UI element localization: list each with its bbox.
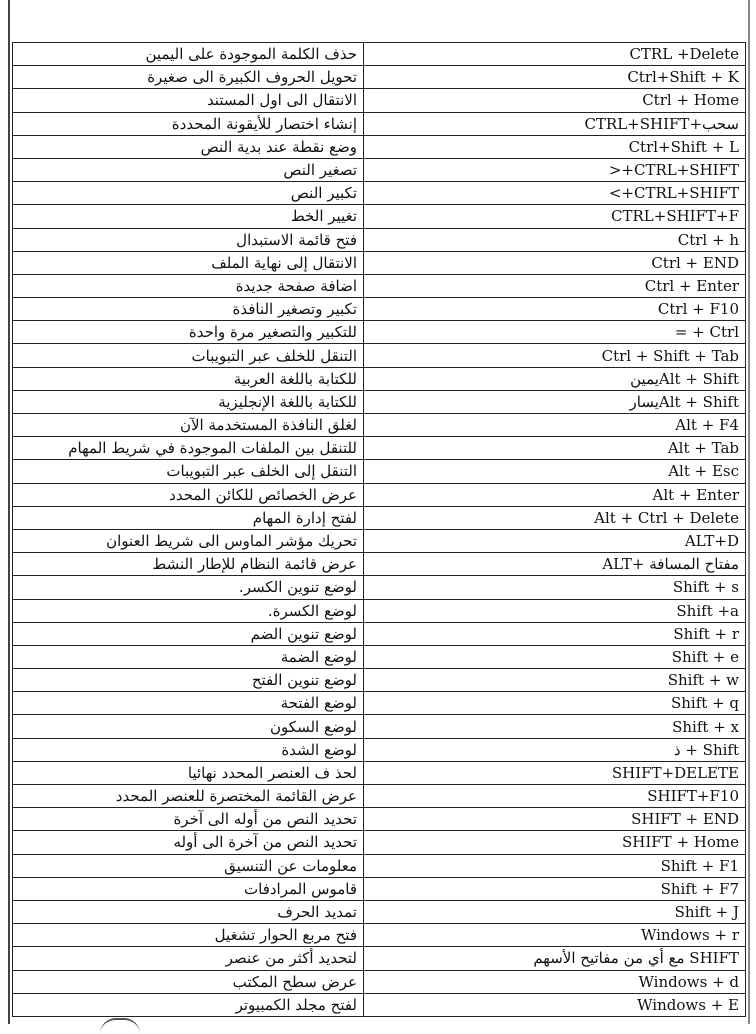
page-top-margin xyxy=(0,0,756,40)
shortcut-description: لوضع الشدة xyxy=(13,738,364,761)
table-row xyxy=(13,390,746,413)
table-row xyxy=(13,831,746,854)
shortcut-keys: Ctrl+Shift + L xyxy=(364,135,746,158)
shortcut-keys: Shift +a xyxy=(364,599,746,622)
table-row xyxy=(13,993,746,1016)
shortcut-keys: Shift + s xyxy=(364,576,746,599)
shortcut-keys: SHIFT + Home xyxy=(364,831,746,854)
table-row xyxy=(13,947,746,970)
shortcut-description: لوضع تنوين الفتح xyxy=(13,669,364,692)
shortcut-description: لوضع تنوين الكسر. xyxy=(13,576,364,599)
shortcut-keys: CTRL +Delete xyxy=(364,43,746,66)
table-row xyxy=(13,414,746,437)
shortcut-keys: Alt + Shiftيسار xyxy=(364,390,746,413)
shortcut-description: تحريك مؤشر الماوس الى شريط العنوان xyxy=(13,529,364,552)
shortcut-description: لوضع الضمة xyxy=(13,645,364,668)
shortcut-keys: Ctrl+Shift + K xyxy=(364,66,746,89)
scan-edge-right xyxy=(748,0,750,1024)
shortcut-description: لوضع الفتحة xyxy=(13,692,364,715)
table-row xyxy=(13,228,746,251)
table-row xyxy=(13,529,746,552)
shortcut-description: تحويل الحروف الكبيرة الى صغيرة xyxy=(13,66,364,89)
shortcut-keys: CTRL+SHIFT+< xyxy=(364,158,746,181)
table-row xyxy=(13,553,746,576)
shortcut-description: التنقل للخلف عبر التبويبات xyxy=(13,344,364,367)
shortcut-keys: SHIFT + END xyxy=(364,808,746,831)
shortcut-keys: Ctrl + = xyxy=(364,321,746,344)
shortcut-description: اضافة صفحة جديدة xyxy=(13,274,364,297)
table-row xyxy=(13,924,746,947)
shortcut-description: تكبير وتصغير النافذة xyxy=(13,298,364,321)
shortcut-description: وضع نقطة عند بدية النص xyxy=(13,135,364,158)
shortcut-description: حذف الكلمة الموجودة على اليمين xyxy=(13,43,364,66)
table-row xyxy=(13,205,746,228)
shortcut-description: لحذ ف العنصر المحدد نهائيا xyxy=(13,761,364,784)
shortcut-keys: Ctrl + Home xyxy=(364,89,746,112)
table-row xyxy=(13,321,746,344)
table-row xyxy=(13,854,746,877)
shortcut-description: لوضع الكسرة. xyxy=(13,599,364,622)
shortcut-description: عرض الخصائص للكائن المحدد xyxy=(13,483,364,506)
shortcut-description: للتكبير والتصغير مرة واحدة xyxy=(13,321,364,344)
shortcut-keys: SHIFT+DELETE xyxy=(364,761,746,784)
shortcut-keys: Ctrl + END xyxy=(364,251,746,274)
shortcut-description: لتحديد أكثر من عنصر xyxy=(13,947,364,970)
shortcut-description: تحديد النص من أوله الى آخرة xyxy=(13,808,364,831)
shortcut-description: تكبير النص xyxy=(13,182,364,205)
shortcut-keys: Ctrl + h xyxy=(364,228,746,251)
table-row xyxy=(13,89,746,112)
shortcut-keys: CTRL+SHIFT+F xyxy=(364,205,746,228)
page-bottom-mark xyxy=(100,1018,140,1034)
table-row xyxy=(13,669,746,692)
table-row xyxy=(13,692,746,715)
shortcut-description: إنشاء اختصار للأيقونة المحددة xyxy=(13,112,364,135)
shortcut-description: تغيير الخط xyxy=(13,205,364,228)
shortcut-keys: Windows + r xyxy=(364,924,746,947)
shortcut-description: للكتابة باللغة الإنجليزية xyxy=(13,390,364,413)
shortcut-keys: CTRL+SHIFT+> xyxy=(364,182,746,205)
shortcut-keys: Shift + r xyxy=(364,622,746,645)
shortcut-description: معلومات عن التنسيق xyxy=(13,854,364,877)
shortcut-description: عرض القائمة المختصرة للعنصر المحدد xyxy=(13,785,364,808)
shortcut-keys: SHIFT مع أي من مفاتيح الأسهم xyxy=(364,947,746,970)
shortcut-description: لوضع السكون xyxy=(13,715,364,738)
table-row xyxy=(13,367,746,390)
table-row xyxy=(13,970,746,993)
shortcut-keys: Shift + x xyxy=(364,715,746,738)
shortcut-keys: Shift + q xyxy=(364,692,746,715)
shortcut-keys: Shift + ذ xyxy=(364,738,746,761)
shortcut-keys: Ctrl + Enter xyxy=(364,274,746,297)
shortcut-description: لوضع تنوين الضم xyxy=(13,622,364,645)
scan-edge-left xyxy=(8,0,10,1024)
shortcut-description: فتح قائمة الاستبدال xyxy=(13,228,364,251)
table-row xyxy=(13,599,746,622)
shortcut-description: فتح مربع الحوار تشغيل xyxy=(13,924,364,947)
shortcut-description: عرض قائمة النظام للإطار النشط xyxy=(13,553,364,576)
table-row xyxy=(13,182,746,205)
shortcut-description: لفتح مجلد الكمبيوتر xyxy=(13,993,364,1016)
table-row xyxy=(13,761,746,784)
shortcut-keys: Shift + e xyxy=(364,645,746,668)
table-row xyxy=(13,622,746,645)
shortcut-description: لفتح إدارة المهام xyxy=(13,506,364,529)
table-row xyxy=(13,460,746,483)
shortcut-description: الانتقال إلى نهاية الملف xyxy=(13,251,364,274)
table-row xyxy=(13,344,746,367)
table-row xyxy=(13,645,746,668)
shortcut-keys: Shift + F1 xyxy=(364,854,746,877)
table-row xyxy=(13,808,746,831)
table-row xyxy=(13,576,746,599)
shortcut-description: عرض سطح المكتب xyxy=(13,970,364,993)
shortcut-keys: Alt + Shiftيمين xyxy=(364,367,746,390)
table-row xyxy=(13,437,746,460)
shortcut-description: للتنقل بين الملفات الموجودة في شريط المهام xyxy=(13,437,364,460)
table-row xyxy=(13,298,746,321)
shortcut-keys: Windows + d xyxy=(364,970,746,993)
shortcut-description: للكتابة باللغة العربية xyxy=(13,367,364,390)
table-row xyxy=(13,785,746,808)
shortcut-description: تصغير النص xyxy=(13,158,364,181)
table-row xyxy=(13,66,746,89)
shortcut-keys: Alt + Ctrl + Delete xyxy=(364,506,746,529)
shortcut-description: تمديد الحرف xyxy=(13,900,364,923)
table-row xyxy=(13,483,746,506)
table-row xyxy=(13,112,746,135)
shortcut-table-body xyxy=(13,43,746,1017)
shortcut-keys: Alt + F4 xyxy=(364,414,746,437)
shortcut-table xyxy=(12,42,746,1017)
shortcut-keys: Shift + J xyxy=(364,900,746,923)
shortcut-keys: Shift + w xyxy=(364,669,746,692)
shortcut-description: تحديد النص من آخرة الى أوله xyxy=(13,831,364,854)
table-row xyxy=(13,251,746,274)
shortcut-keys: سحب+CTRL+SHIFT xyxy=(364,112,746,135)
table-row xyxy=(13,715,746,738)
shortcut-keys: SHIFT+F10 xyxy=(364,785,746,808)
shortcut-description: قاموس المرادفات xyxy=(13,877,364,900)
shortcut-keys: Ctrl + F10 xyxy=(364,298,746,321)
table-row xyxy=(13,135,746,158)
shortcut-description: الانتقال الى اول المستند xyxy=(13,89,364,112)
shortcut-keys: Alt + Tab xyxy=(364,437,746,460)
shortcut-keys: Alt + Enter xyxy=(364,483,746,506)
table-row xyxy=(13,158,746,181)
table-row xyxy=(13,877,746,900)
table-row xyxy=(13,274,746,297)
table-row xyxy=(13,43,746,66)
shortcut-keys: Shift + F7 xyxy=(364,877,746,900)
shortcut-keys: مفتاح المسافة +ALT xyxy=(364,553,746,576)
shortcut-keys: Ctrl + Shift + Tab xyxy=(364,344,746,367)
table-row xyxy=(13,738,746,761)
shortcut-description: التنقل إلى الخلف عبر التبويبات xyxy=(13,460,364,483)
shortcut-keys: ALT+D xyxy=(364,529,746,552)
table-row xyxy=(13,506,746,529)
shortcut-description: لغلق النافذة المستخدمة الآن xyxy=(13,414,364,437)
shortcut-keys: Windows + E xyxy=(364,993,746,1016)
table-row xyxy=(13,900,746,923)
shortcut-keys: Alt + Esc xyxy=(364,460,746,483)
